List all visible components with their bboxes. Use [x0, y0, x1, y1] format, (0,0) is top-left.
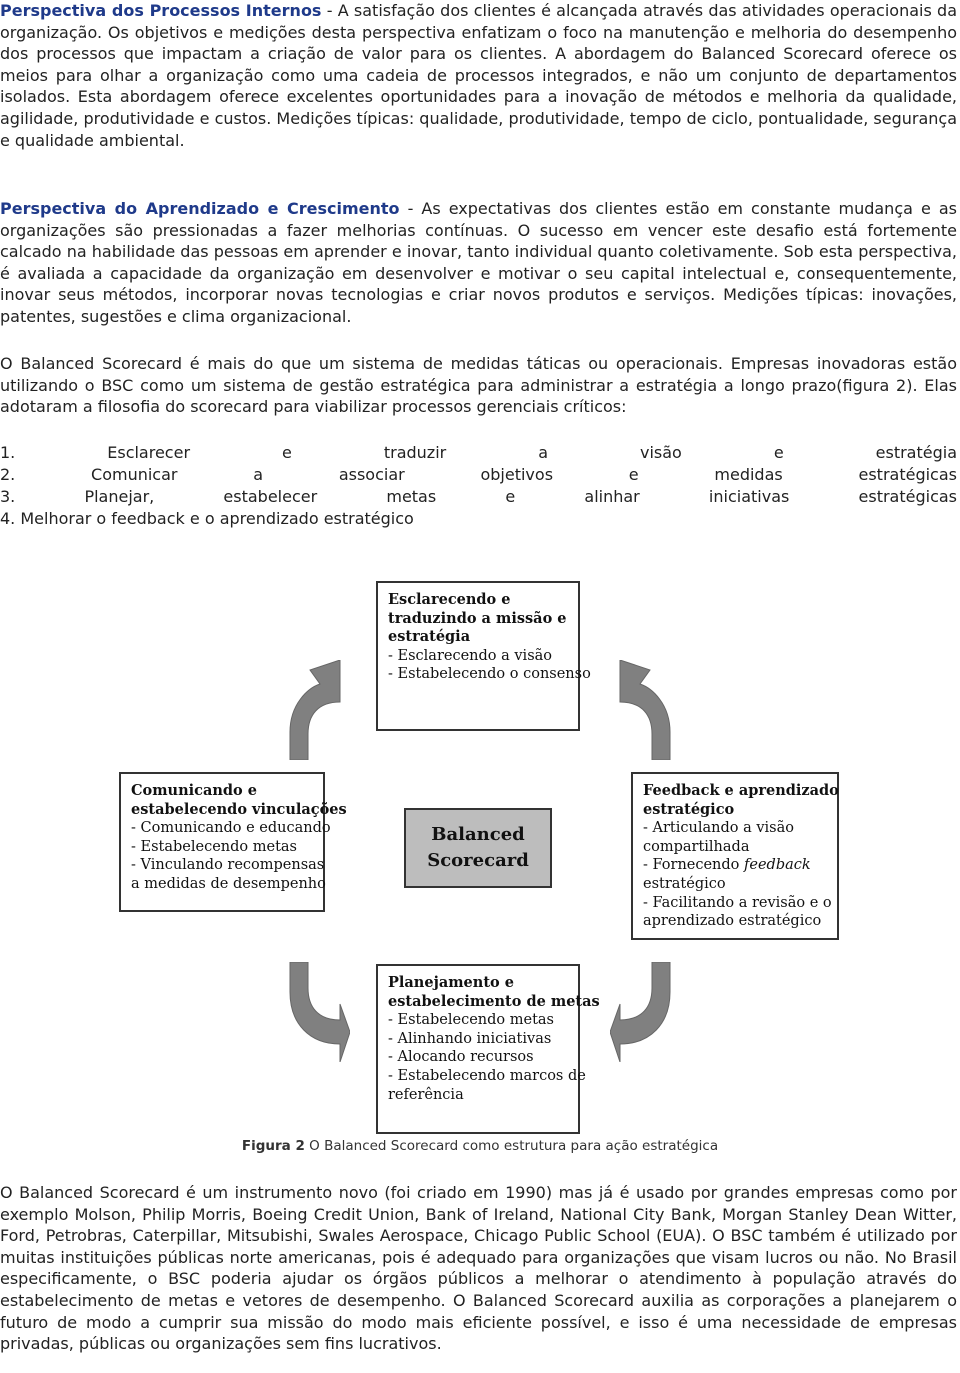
box-right-item-3b: feedback	[744, 857, 811, 874]
curved-arrow-top-right-icon	[610, 660, 690, 760]
box-comunicando	[119, 772, 347, 912]
box-top-title-3: estratégia	[388, 628, 471, 646]
list-item-2: 2. Comunicar a associar objetivos e medidas estratégicas	[0, 465, 957, 484]
heading-processos-internos: Perspectiva dos Processos Internos	[0, 1, 322, 20]
curved-arrow-bottom-left-icon	[270, 962, 350, 1062]
box-bottom-item-2: - Alinhando iniciativas	[388, 1030, 552, 1047]
box-right-item-4: estratégico	[643, 875, 726, 892]
figure-caption	[0, 1138, 960, 1154]
box-planejamento	[376, 964, 600, 1134]
box-left-item-3: - Vinculando recompensas	[131, 857, 325, 874]
box-bottom-item-5: referência	[388, 1086, 464, 1103]
paragraph-bsc-sistema: O Balanced Scorecard é mais do que um sistema de medidas táticas ou operacionais. Empresas inovadoras estão utilizando o BSC como um sistema de gestão estratégica para administrar a estratégia a longo prazo(figura 2). Elas adotaram a filosofia do scorecard para viabilizar processos gerenciais críticos:	[0, 354, 957, 417]
center-balanced-scorecard	[404, 808, 552, 888]
box-esclarecendo	[376, 581, 591, 731]
box-right-title-1: Feedback e aprendizado	[643, 782, 839, 799]
box-right-item-5: - Facilitando a revisão e o	[643, 894, 832, 911]
heading-aprendizado-crescimento: Perspectiva do Aprendizado e Crescimento	[0, 199, 400, 218]
figure-caption-label: Figura 2	[241, 1138, 305, 1154]
paragraph-processos-internos	[0, 0, 957, 151]
text-processos-internos: - A satisfação dos clientes é alcançada através das atividades operacionais da organização. Os objetivos e medições desta perspectiva enfatizam o foco na manutenção e melhoria do desempenho dos processos que impactam a criação de valor para os clientes. A abordagem do Balanced Scorecard oferece os meios para olhar a organização como uma cadeia de processos integrados, e não um conjunto de departamentos isolados. Esta abordagem oferece excelentes oportunidades para a inovação de métodos e melhoria da qualidade, agilidade, produtividade e custos. Medições típicas: qualidade, produtividade, tempo de ciclo, pontualidade, segurança e qualidade ambiental.	[0, 1, 957, 150]
box-top-item-1: - Esclarecendo a visão	[388, 647, 553, 664]
list-item-1: 1. Esclarecer e traduzir a visão e estratégia	[0, 443, 957, 462]
box-bottom-item-3: - Alocando recursos	[388, 1049, 534, 1066]
box-left-title-2: estabelecendo vinculações	[131, 800, 347, 818]
center-line-1: Balanced	[431, 824, 525, 845]
box-left-item-4: a medidas de desempenho	[131, 875, 326, 892]
box-right-item-1: - Articulando a visão	[643, 820, 794, 837]
center-line-2: Scorecard	[427, 850, 529, 871]
box-top-title-2: traduzindo a missão e	[388, 609, 567, 627]
box-left-title-1: Comunicando e	[131, 782, 257, 799]
box-top-title-1: Esclarecendo e	[388, 591, 511, 608]
figure-caption-text: O Balanced Scorecard como estrutura para ação estratégica	[304, 1138, 719, 1154]
box-feedback	[631, 772, 839, 940]
box-bottom-item-4: - Estabelecendo marcos de	[388, 1067, 586, 1084]
list-item-4: 4. Melhorar o feedback e o aprendizado estratégico	[0, 509, 414, 528]
paragraph-bsc-instrumento: O Balanced Scorecard é um instrumento novo (foi criado em 1990) mas já é usado por grandes empresas como por exemplo Molson, Philip Morris, Boeing Credit Union, Bank of Ireland, National City Bank, Morgan Stanley Dean Witter, Ford, Petrobras, Caterpillar, Mitsubishi, Swales Aerospace, Chicago Public School (EUA). O BSC também é utilizado por muitas instituições públicas norte americanas, pois é adequado para organizações que visam lucros ou não. No Brasil especificamente, o BSC poderia ajudar os órgãos públicos a melhorar o atendimento à população através do estabelecimento de metas e vetores de desempenho. O Balanced Scorecard auxilia as corporações a planejarem o futuro de modo a cumprir sua missão do modo mais eficiente possível, e isso é uma necessidade de empresas privadas, públicas ou organizações sem fins lucrativos.	[0, 1183, 957, 1354]
box-right-item-2: compartilhada	[643, 838, 750, 855]
text-aprendizado-crescimento: - As expectativas dos clientes estão em constante mudança e as organizações são pressionadas a fazer melhorias contínuas. O sucesso em vencer este desafio está fortemente calcado na habilidade das pessoas em aprender e inovar, tanto individual quanto coletivamente. Sob esta perspectiva, é avaliada a capacidade da organização em desenvolver e motivar o seu capital intelectual e, consequentemente, inovar seus métodos, incorporar novas tecnologias e criar novos produtos e serviços. Medições típicas: inovações, patentes, sugestões e clima organizacional.	[0, 199, 957, 326]
curved-arrow-bottom-right-icon	[610, 962, 690, 1062]
list-item-3: 3. Planejar, estabelecer metas e alinhar iniciativas estratégicas	[0, 487, 957, 506]
box-right-item-6: aprendizado estratégico	[643, 913, 822, 930]
box-right-item-3	[643, 856, 827, 875]
curved-arrow-top-left-icon	[270, 660, 350, 760]
box-left-item-1: - Comunicando e educando	[131, 820, 331, 837]
box-bottom-title-1: Planejamento e	[388, 974, 514, 991]
box-bottom-title-2: estabelecimento de metas	[388, 992, 600, 1010]
box-top-item-2: - Estabelecendo o consenso	[388, 666, 591, 683]
box-left-item-2: - Estabelecendo metas	[131, 838, 297, 855]
box-right-title-2: estratégico	[643, 800, 735, 818]
box-bottom-item-1: - Estabelecendo metas	[388, 1012, 554, 1029]
box-right-item-3a: - Fornecendo	[643, 857, 745, 874]
paragraph-aprendizado-crescimento	[0, 198, 957, 328]
